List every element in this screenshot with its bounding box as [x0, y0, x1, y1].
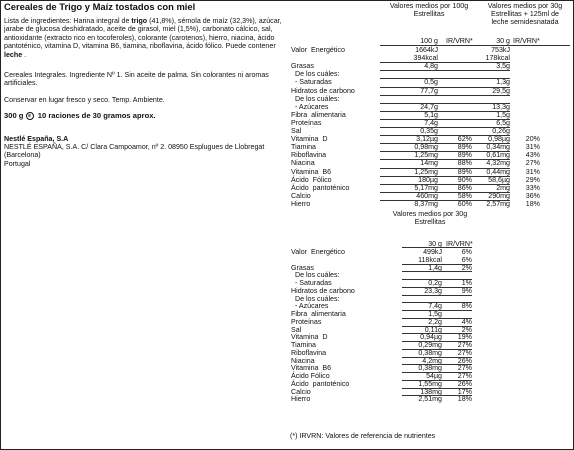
t1-head-100-sub: Estrellitas [413, 10, 445, 18]
t1-value-100g: 3,12µg [416, 135, 438, 144]
row-divider [402, 310, 472, 311]
row-divider [380, 151, 510, 152]
product-info [4, 1, 288, 168]
t1-value-30g: 1,5g [496, 110, 510, 119]
row-divider [380, 103, 510, 104]
t2-value-30g: 4,2mg [422, 356, 442, 365]
t1-value-30g: 2mg [496, 183, 510, 192]
t1-value-100g: 24,7g [420, 102, 438, 111]
t1-value-30g: 0,98µg [488, 135, 510, 144]
t2-ir-30g: 6% [461, 255, 472, 264]
t1-col-ir2: IR/VRN* [513, 37, 540, 45]
t1-ir-30g: 43% [525, 151, 540, 160]
t1-ir-100g: 89% [457, 151, 472, 160]
t2-row-label: Ácido Fólico [291, 372, 330, 380]
row-divider [402, 357, 472, 358]
company-name: Nestlé España, S.A [4, 134, 69, 143]
company-address: NESTLÉ ESPAÑA, S.A. C/ Clara Campoamor, nº 2. 08950 Esplugues de Llobregat (Barcelona) [4, 143, 265, 160]
t2-value-30g: 138mg [420, 387, 442, 396]
t1-row-label: Niacina [291, 159, 315, 168]
t2-value-30g: 1,4g [428, 263, 442, 272]
t1-ir-100g: 58% [457, 191, 472, 200]
row-divider [380, 78, 510, 79]
t1-value-30g: 0,26g [492, 127, 510, 135]
t1-row-label: Riboflavina [291, 151, 327, 160]
footnote: (*) IRVRN: Valores de referencia de nutrientes [290, 432, 436, 440]
t1-ir-30g: 31% [525, 143, 540, 152]
t2-ir-30g: 17% [457, 387, 472, 396]
t1-ir-30g: 27% [525, 159, 540, 168]
t1-row-label: - Azúcares [291, 102, 329, 111]
t1-row-label: De los cuáles: [291, 94, 340, 103]
t1-ir-100g: 62% [457, 135, 472, 144]
t1-ir-100g: 89% [457, 167, 472, 176]
t1-ir-100g: 88% [457, 159, 472, 168]
row-divider [402, 388, 472, 389]
t1-value-30g: 4,32mg [486, 159, 510, 168]
t2-value-30g: 0,38mg [418, 348, 442, 357]
row-divider [380, 95, 510, 96]
t2-value-30g: 23,3g [424, 286, 442, 295]
t2-row-label: Vitamina B6 [291, 364, 332, 373]
t1-ir-100g: 90% [457, 175, 472, 184]
t1-value-100g: 180µg [418, 175, 438, 184]
t2-value-30g: 7,4g [428, 302, 442, 311]
row-divider [380, 70, 510, 71]
t2-row-label: Niacina [291, 356, 315, 365]
t1-value-30g: 3,5g [496, 62, 510, 71]
row-divider [402, 349, 472, 350]
net-weight: 300 g [4, 111, 24, 121]
t2-value-30g: 0,2g [428, 279, 442, 287]
t1-value-30g: 6,5g [496, 118, 510, 127]
t1-value-30g: 0,61mg [486, 151, 510, 160]
t1-row-label: Vitamina D [291, 135, 328, 144]
t2-ir-30g: 9% [461, 286, 472, 295]
t1-row-label: De los cuáles: [291, 70, 340, 79]
row-divider [402, 302, 472, 303]
t2-value-30g: 2,51mg [418, 395, 442, 404]
t1-head-30-sub1: Estrellitas + 125ml de [490, 10, 559, 18]
t2-value-30g: 499kJ [423, 248, 442, 256]
t1-value-30g: 178kcal [485, 54, 510, 63]
row-divider [402, 364, 472, 365]
t1-row-label: Fibra alimentaria [291, 110, 346, 119]
t2-ir-30g: 27% [457, 372, 472, 380]
estimated-sign-icon: e [26, 112, 34, 120]
allergen-milk: leche [4, 50, 23, 59]
row-divider [380, 176, 510, 177]
t2-ir-30g: 4% [461, 317, 472, 326]
t2-value-30g: 0,94µg [420, 333, 442, 342]
t1-value-100g: 394kcal [413, 54, 438, 63]
net-weight-line [4, 112, 288, 120]
t2-row-label: Fibra alimentaria [291, 310, 346, 318]
t1-row-label: Grasas [291, 62, 314, 71]
row-divider [380, 119, 510, 120]
t2-ir-30g: 26% [457, 379, 472, 388]
t2-row-label: Hidratos de carbono [291, 286, 355, 295]
t2-ir-30g: 27% [457, 364, 472, 373]
t2-ir-30g: 27% [457, 348, 472, 357]
t2-value-30g: 54µg [426, 372, 442, 380]
t1-value-30g: 290mg [488, 191, 510, 200]
t1-value-100g: 1,25mg [414, 151, 438, 160]
ingredients-prefix: Lista de ingredientes: Harina integral de [4, 17, 132, 25]
row-divider [380, 184, 510, 185]
t2-col-ir: IR/VRN* [446, 240, 473, 248]
ingredients-end: . [22, 50, 27, 59]
t1-row-label: Valor Energético [291, 46, 345, 54]
row-divider [402, 380, 472, 381]
t2-ir-30g: 8% [461, 302, 472, 311]
t2-ir-30g: 6% [461, 248, 472, 256]
t1-row-label: - Saturadas [291, 78, 332, 87]
t1-row-label: Ácido pantoténico [291, 183, 350, 192]
row-divider [402, 271, 472, 272]
t2-row-label: Valor Energético [291, 248, 345, 256]
t1-row-label: Tiamina [291, 143, 316, 152]
t2-ir-30g: 27% [457, 341, 472, 349]
row-divider [380, 135, 510, 136]
row-divider [402, 372, 472, 373]
t1-value-100g: 77,7g [420, 86, 438, 95]
row-divider [402, 341, 472, 342]
t1-value-100g: 5,17mg [414, 183, 438, 192]
row-divider [380, 192, 510, 193]
t2-value-30g: 1,55mg [418, 379, 442, 388]
row-divider [402, 264, 472, 265]
t1-row-label: Proteínas [291, 118, 322, 127]
t2-row-label: - Azúcares [291, 302, 329, 311]
t1-head-30-sub2: leche semidesnatada [491, 18, 559, 26]
t2-col-30g: 30 g [428, 240, 442, 248]
t1-row-label: Calcio [291, 191, 311, 200]
t1-ir-30g: 36% [525, 191, 540, 200]
row-divider [380, 143, 510, 144]
t1-row-label: Hierro [291, 199, 311, 208]
t2-row-label: Calcio [291, 387, 311, 396]
t2-head-sub: Estrellitas [414, 218, 446, 226]
t1-value-30g: 0,44mg [486, 167, 510, 176]
t1-head-100: Valores medios por 100g [389, 2, 469, 10]
t2-row-label: De los cuáles: [291, 271, 340, 280]
t1-value-100g: 460mg [416, 191, 438, 200]
row-divider [402, 333, 472, 334]
ingredients-rest: (41,8%), sémola de maíz (32,3%), azúcar, jarabe de glucosa deshidratado, aceite de girasol, miel (1,5%), carbonato cálcico, sal, antioxidante (extracto rico en tocoferoles), colorante (carotenos), hierro, niacina, ácido pantoténico, vitamina D, vitamina B6, tiamina, riboflavina, ácido fólico. Puede contener [4, 17, 282, 51]
t1-ir-30g: 31% [525, 167, 540, 176]
t2-ir-30g: 19% [457, 333, 472, 342]
t2-value-30g: 0,38mg [418, 364, 442, 373]
t1-value-30g: 13,3g [492, 102, 510, 111]
t2-value-30g: 0,29mg [418, 341, 442, 349]
t1-value-30g: 0,34mg [486, 143, 510, 152]
t1-value-100g: 1,25mg [414, 167, 438, 176]
t1-row-label: Vitamina B6 [291, 167, 332, 176]
t1-value-100g: 0,98mg [414, 143, 438, 152]
t2-ir-30g: 2% [461, 263, 472, 272]
t1-ir-100g: 86% [457, 183, 472, 192]
row-divider [402, 287, 472, 288]
t1-value-100g: 0,5g [424, 78, 438, 87]
t2-value-30g: 118kcal [418, 255, 442, 264]
t2-row-label: Sal [291, 325, 302, 334]
ingredients-list [4, 17, 288, 59]
t2-value-30g: 0,11g [424, 325, 442, 334]
t2-row-label: Vitamina D [291, 333, 328, 342]
t1-ir-100g: 60% [457, 199, 472, 208]
row-divider [402, 326, 472, 327]
product-claims: Cereales Integrales. Ingrediente Nº 1. Sin aceite de palma. Sin colorantes ni aromas artificiales. [4, 71, 269, 88]
row-divider [402, 395, 472, 396]
servings-text: 10 raciones de 30 gramos aprox. [37, 111, 156, 121]
t2-row-label: Tiamina [291, 341, 316, 349]
t2-row-label: Proteínas [291, 317, 322, 326]
t1-value-30g: 58,6µg [488, 175, 510, 184]
country: Portugal [4, 159, 31, 168]
t1-row-label: Ácido Fólico [291, 175, 332, 184]
t2-ir-30g: 1% [461, 279, 472, 287]
row-divider [380, 62, 510, 63]
row-divider [380, 127, 510, 128]
row-divider [380, 159, 510, 160]
storage-instructions: Conservar en lugar fresco y seco. Temp. Ambiente. [4, 95, 165, 104]
allergen-wheat: trigo [131, 17, 148, 25]
t2-ir-30g: 2% [461, 325, 472, 334]
t1-col-30g: 30 g [496, 37, 510, 45]
t1-value-100g: 0,35g [420, 127, 438, 135]
t1-value-30g: 29,5g [492, 86, 510, 95]
t2-row-label: - Saturadas [291, 279, 332, 287]
t1-row-label: Hidratos de carbono [291, 86, 355, 95]
t1-value-100g: 5,1g [424, 110, 438, 119]
t1-ir-30g: 18% [525, 199, 540, 208]
row-divider [402, 279, 472, 280]
t2-row-label: Riboflavina [291, 348, 327, 357]
t2-row-label: Ácido pantoténico [291, 379, 350, 388]
t2-row-label: Hierro [291, 395, 311, 404]
t1-ir-30g: 20% [525, 135, 540, 144]
t1-value-100g: 1664kJ [415, 46, 438, 54]
t1-value-100g: 8,37mg [414, 199, 438, 208]
row-divider [380, 168, 510, 169]
t2-row-label: De los cuáles: [291, 294, 340, 303]
t2-ir-30g: 18% [457, 395, 472, 404]
t1-ir-30g: 29% [525, 175, 540, 184]
t1-row-label: Sal [291, 127, 302, 135]
t1-ir-100g: 89% [457, 143, 472, 152]
row-divider [402, 318, 472, 319]
t1-value-30g: 2,57mg [486, 199, 510, 208]
t1-value-100g: 14mg [420, 159, 438, 168]
row-divider [402, 295, 472, 296]
t2-head: Valores medios por 30g [392, 210, 468, 218]
t2-ir-30g: 26% [457, 356, 472, 365]
t2-row-label: Grasas [291, 263, 314, 272]
t2-value-30g: 2,2g [428, 317, 442, 326]
t1-value-100g: 4,8g [424, 62, 438, 71]
t1-value-30g: 753kJ [491, 46, 510, 54]
t1-value-100g: 7,4g [424, 118, 438, 127]
row-divider [380, 87, 510, 88]
row-divider [380, 200, 510, 201]
t1-col-ir1: IR/VRN* [446, 37, 473, 45]
product-title: Cereales de Trigo y Maíz tostados con miel [4, 1, 196, 12]
t1-col-100g: 100 g [420, 37, 438, 45]
row-divider [380, 111, 510, 112]
t1-value-30g: 1,3g [496, 78, 510, 87]
t2-value-30g: 1,5g [428, 310, 442, 318]
t1-ir-30g: 33% [525, 183, 540, 192]
t1-head-30: Valores medios por 30g [487, 2, 563, 10]
